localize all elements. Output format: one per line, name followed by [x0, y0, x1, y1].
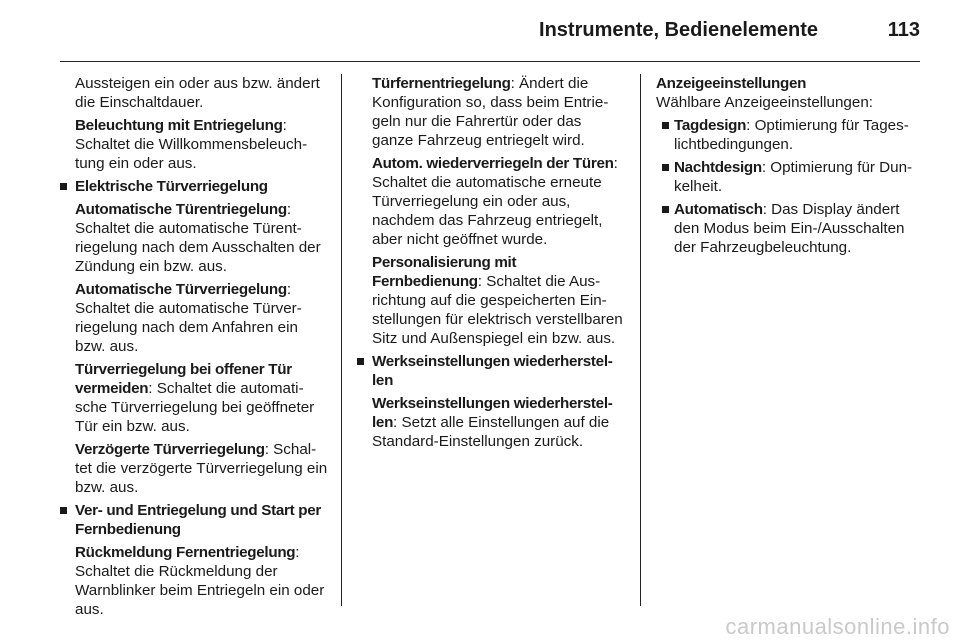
square-bullet-icon	[60, 183, 67, 190]
paragraph	[60, 116, 328, 173]
square-bullet-icon	[662, 206, 669, 213]
paragraph	[60, 360, 328, 436]
bullet-item	[656, 200, 924, 257]
page-number: 113	[887, 19, 920, 41]
paragraph	[357, 253, 625, 348]
bullet-content	[674, 200, 924, 257]
bullet-content	[674, 158, 924, 196]
bullet-label: Ver- und Entriegelung und Start per Fernbedienung	[75, 502, 322, 538]
description: : Das Display ändert den Modus beim Ein-/Ausschalten der Fahrzeugbeleuchtung.	[674, 201, 905, 256]
term: Beleuchtung mit Entriegelung	[75, 117, 283, 134]
page-title: Instrumente, Bedienelemente	[539, 19, 818, 41]
description: : Schaltet die verzögerte Türverriegelung ein bzw. aus.	[75, 441, 328, 496]
paragraph: Aussteigen ein oder aus bzw. ändert die Einschaltdauer.	[75, 75, 320, 111]
square-bullet-icon	[662, 122, 669, 129]
square-bullet-icon	[662, 164, 669, 171]
description: : Schaltet die automatische Türverriegelung bei geöffneter Tür ein bzw. aus.	[75, 380, 315, 435]
paragraph: Wählbare Anzeigeeinstellungen:	[656, 94, 873, 111]
description: : Ändert die Konfiguration so, dass beim Entriegeln nur die Fahrertür oder das ganze Fahrzeug entriegelt wird.	[372, 75, 609, 149]
term: Werkseinstellungen wiederherstellen	[372, 395, 613, 431]
term: Türverriegelung bei offener Tür vermeiden	[75, 361, 292, 397]
term: Verzögerte Türverriegelung	[75, 441, 265, 458]
section-heading: Anzeigeeinstellungen	[656, 75, 807, 92]
text-column-3	[656, 74, 924, 261]
description: : Schaltet die Rückmeldung der Warnblinker beim Entriegeln ein oder aus.	[75, 544, 325, 618]
watermark: carmanualsonline.info	[725, 614, 950, 639]
page-header	[60, 0, 920, 62]
paragraph	[60, 543, 328, 619]
term: Automatische Türverriegelung	[75, 281, 287, 298]
description: : Schaltet die Willkommensbeleuchtung ein oder aus.	[75, 117, 308, 172]
paragraph	[357, 74, 625, 150]
bullet-item	[60, 177, 328, 196]
term: Personalisierung mit Fernbedienung	[372, 254, 517, 290]
bullet-item	[656, 116, 924, 154]
bullet-item	[656, 158, 924, 196]
text-column-1	[60, 74, 328, 623]
description: : Optimierung für Dunkelheit.	[674, 159, 913, 195]
term: Nachtdesign	[674, 159, 762, 176]
square-bullet-icon	[357, 358, 364, 365]
bullet-item	[357, 352, 625, 390]
term: Rückmeldung Fernentriegelung	[75, 544, 296, 561]
paragraph	[357, 154, 625, 249]
term: Autom. wiederverriegeln der Türen	[372, 155, 614, 172]
paragraph	[357, 394, 625, 451]
term: Tagdesign	[674, 117, 747, 134]
description: : Schaltet die automatische Türverriegelung nach dem Anfahren ein bzw. aus.	[75, 281, 302, 355]
paragraph	[60, 200, 328, 276]
paragraph	[60, 280, 328, 356]
paragraph	[60, 440, 328, 497]
term: Türfernentriegelung	[372, 75, 511, 92]
description: : Setzt alle Einstellungen auf die Standard-Einstellungen zurück.	[372, 414, 610, 450]
bullet-item	[60, 501, 328, 539]
column-divider	[341, 74, 342, 606]
bullet-label: Werkseinstellungen wiederherstellen	[372, 353, 613, 389]
term: Automatische Türentriegelung	[75, 201, 287, 218]
term: Automatisch	[674, 201, 763, 218]
text-column-2	[357, 74, 625, 455]
square-bullet-icon	[60, 507, 67, 514]
description: : Schaltet die automatische erneute Türverriegelung ein oder aus, nachdem das Fahrzeug entriegelt, aber nicht geöffnet wurde.	[372, 155, 618, 248]
bullet-content	[674, 116, 924, 154]
column-divider	[640, 74, 641, 606]
description: : Optimierung für Tageslichtbedingungen.	[674, 117, 909, 153]
description: : Schaltet die Ausrichtung auf die gespeicherten Einstellungen für elektrisch verstellbaren Sitz und Außenspiegel ein bzw. aus.	[372, 273, 623, 347]
bullet-label: Elektrische Türverriegelung	[75, 178, 268, 195]
description: : Schaltet die automatische Türentriegelung nach dem Ausschalten der Zündung ein bzw. aus.	[75, 201, 321, 275]
